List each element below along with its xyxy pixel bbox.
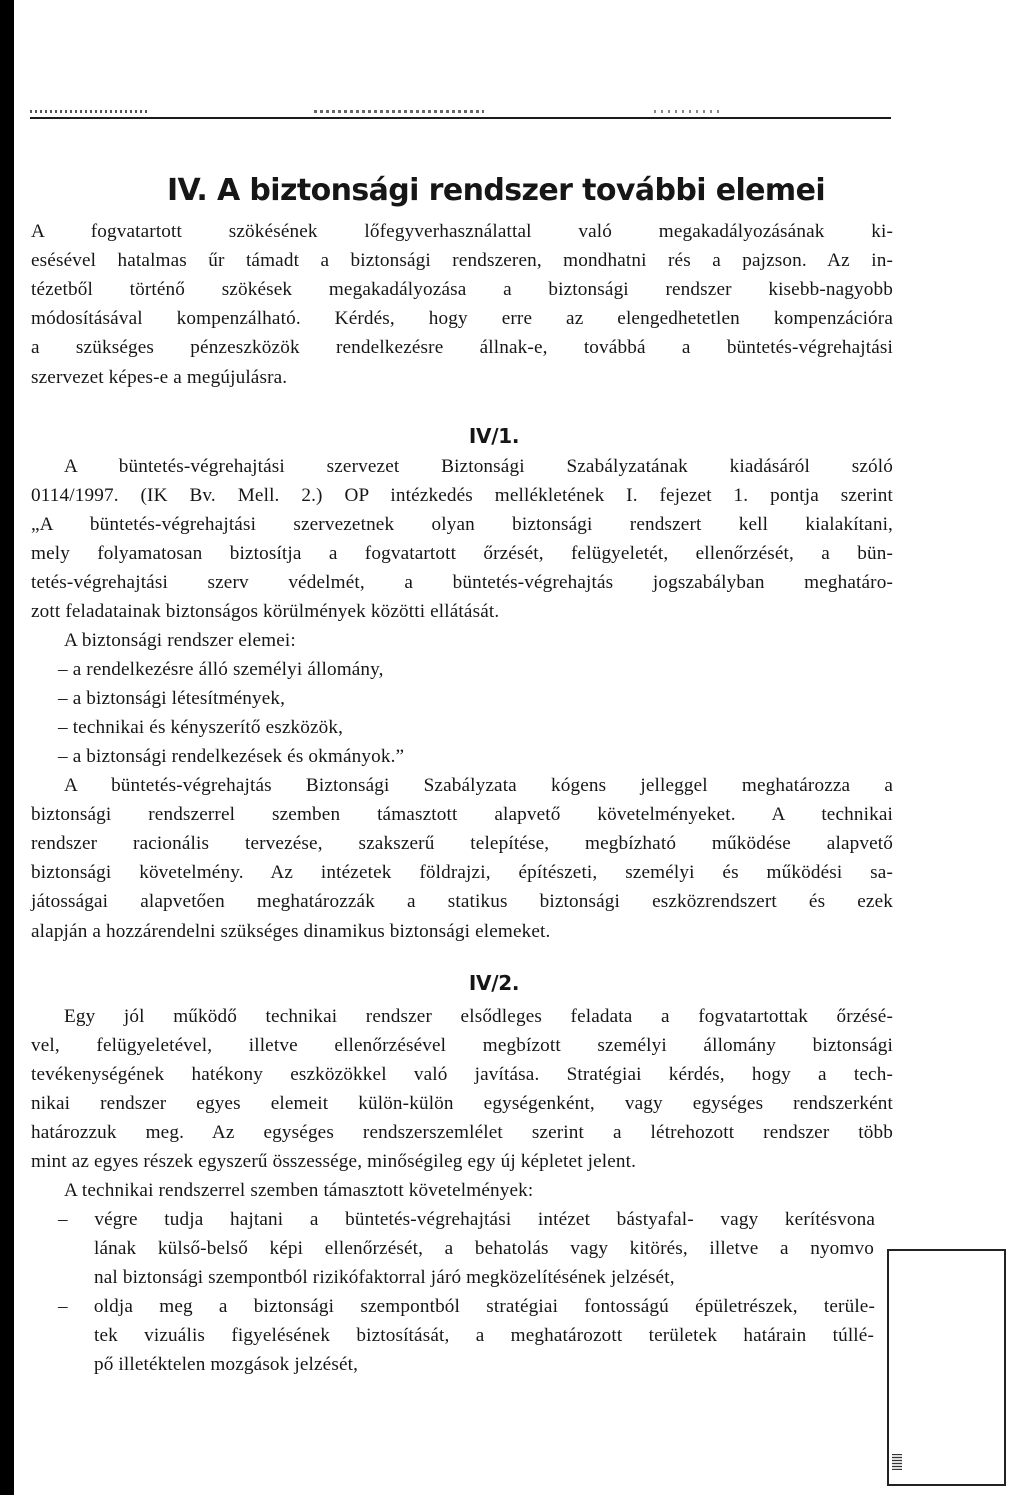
- list-item: – a biztonsági létesítmények,: [58, 688, 286, 709]
- text-line: Egy jól működő technikai rendszer elsődleges feladata a fogvatartottak őrzésé-: [64, 1006, 893, 1027]
- text-line: biztonsági követelmény. Az intézetek földrajzi, építészeti, személyi és működési sa-: [31, 862, 893, 883]
- text-line: esésével hatalmas űr támadt a biztonsági rendszeren, mondhatni rés a pajzson. Az in-: [31, 250, 893, 271]
- text-line: szervezet képes-e a megújulásra.: [31, 367, 288, 388]
- text-line: „A büntetés-végrehajtási szervezetnek olyan biztonsági rendszert kell kialakítani,: [31, 514, 893, 535]
- text-line: tevékenységének hatékony eszközökkel való javítása. Stratégiai kérdés, hogy a tech-: [31, 1064, 893, 1085]
- text-line: biztonsági rendszerrel szemben támasztott alapvető követelményeket. A technikai: [31, 804, 893, 825]
- list-item: – oldja meg a biztonsági szempontból stratégiai fontosságú épületrészek, terüle-: [58, 1296, 875, 1317]
- text-line: játosságai alapvetően meghatározzák a statikus biztonsági eszközrendszert és ezek: [31, 891, 893, 912]
- list-item-continuation: lának külső-belső képi ellenőrzését, a behatolás vagy kitörés, illetve a nyomvo: [94, 1238, 874, 1259]
- header-rule: [30, 117, 891, 119]
- section-heading: IV/2.: [468, 971, 520, 995]
- text-line: A büntetés-végrehajtás Biztonsági Szabályzata kógens jelleggel meghatározza a: [64, 775, 893, 796]
- scan-noise: [654, 110, 724, 113]
- text-line: a szükséges pénzeszközök rendelkezésre állnak-e, továbbá a büntetés-végrehajtási: [31, 337, 893, 358]
- text-line: mint az egyes részek egyszerű összessége, minőségileg egy új képletet jelent.: [31, 1151, 637, 1172]
- text-line: rendszer racionális tervezése, szakszerű telepítése, megbízható működése alapvető: [31, 833, 893, 854]
- text-line: vel, felügyeletével, illetve ellenőrzésével megbízott személyi állomány biztonsági: [31, 1035, 893, 1056]
- list-item-continuation: nal biztonsági szempontból rizikófaktorral járó megközelítésének jelzését,: [94, 1267, 675, 1288]
- scan-noise: [30, 110, 150, 113]
- list-item: – végre tudja hajtani a büntetés-végrehajtási intézet bástyafal- vagy kerítésvona: [58, 1209, 875, 1230]
- text-line: mely folyamatosan biztosítja a fogvatartott őrzését, felügyeletét, ellenőrzését, a bün-: [31, 543, 893, 564]
- list-item: – technikai és kényszerítő eszközök,: [58, 717, 344, 738]
- text-line: nikai rendszer egyes elemeit külön-külön egységenként, vagy egységes rendszerként: [31, 1093, 893, 1114]
- text-line: módosításával kompenzálható. Kérdés, hogy erre az elengedhetetlen kompenzációra: [31, 308, 893, 329]
- text-line: tetés-végrehajtási szerv védelmét, a büntetés-végrehajtás jogszabályban meghatáro-: [31, 572, 893, 593]
- text-line: zott feladatainak biztonságos körülmények közötti ellátását.: [31, 601, 500, 622]
- text-line: alapján a hozzárendelni szükséges dinamikus biztonsági elemeket.: [31, 921, 551, 942]
- list-item-continuation: tek vizuális figyelésének biztosítását, a meghatározott területek határain túllé-: [94, 1325, 874, 1346]
- scan-noise: [314, 110, 484, 113]
- text-line: tézetből történő szökések megakadályozása a biztonsági rendszer kisebb-nagyobb: [31, 279, 893, 300]
- text-line: A büntetés-végrehajtási szervezet Biztonsági Szabályzatának kiadásáról szóló: [64, 456, 893, 477]
- text-line: határozzuk meg. Az egységes rendszerszemlélet szerint a létrehozott rendszer több: [31, 1122, 893, 1143]
- scan-noise: [892, 1454, 902, 1470]
- list-item-continuation: pő illetéktelen mozgások jelzését,: [94, 1354, 359, 1375]
- list-intro: A biztonsági rendszer elemei:: [64, 630, 296, 651]
- list-item: – a biztonsági rendelkezések és okmányok.”: [58, 746, 405, 767]
- list-item: – a rendelkezésre álló személyi állomány,: [58, 659, 384, 680]
- text-line: 0114/1997. (IK Bv. Mell. 2.) OP intézkedés mellékletének I. fejezet 1. pontja szerint: [31, 485, 893, 506]
- scan-artifact-box: [887, 1249, 1006, 1486]
- section-heading: IV/1.: [468, 424, 520, 448]
- text-line: A fogvatartott szökésének lőfegyverhasználattal való megakadályozásának ki-: [31, 221, 893, 242]
- list-intro: A technikai rendszerrel szemben támasztott követelmények:: [64, 1180, 534, 1201]
- chapter-title: IV. A biztonsági rendszer további elemei: [167, 173, 826, 208]
- document-page: [14, 0, 1024, 1495]
